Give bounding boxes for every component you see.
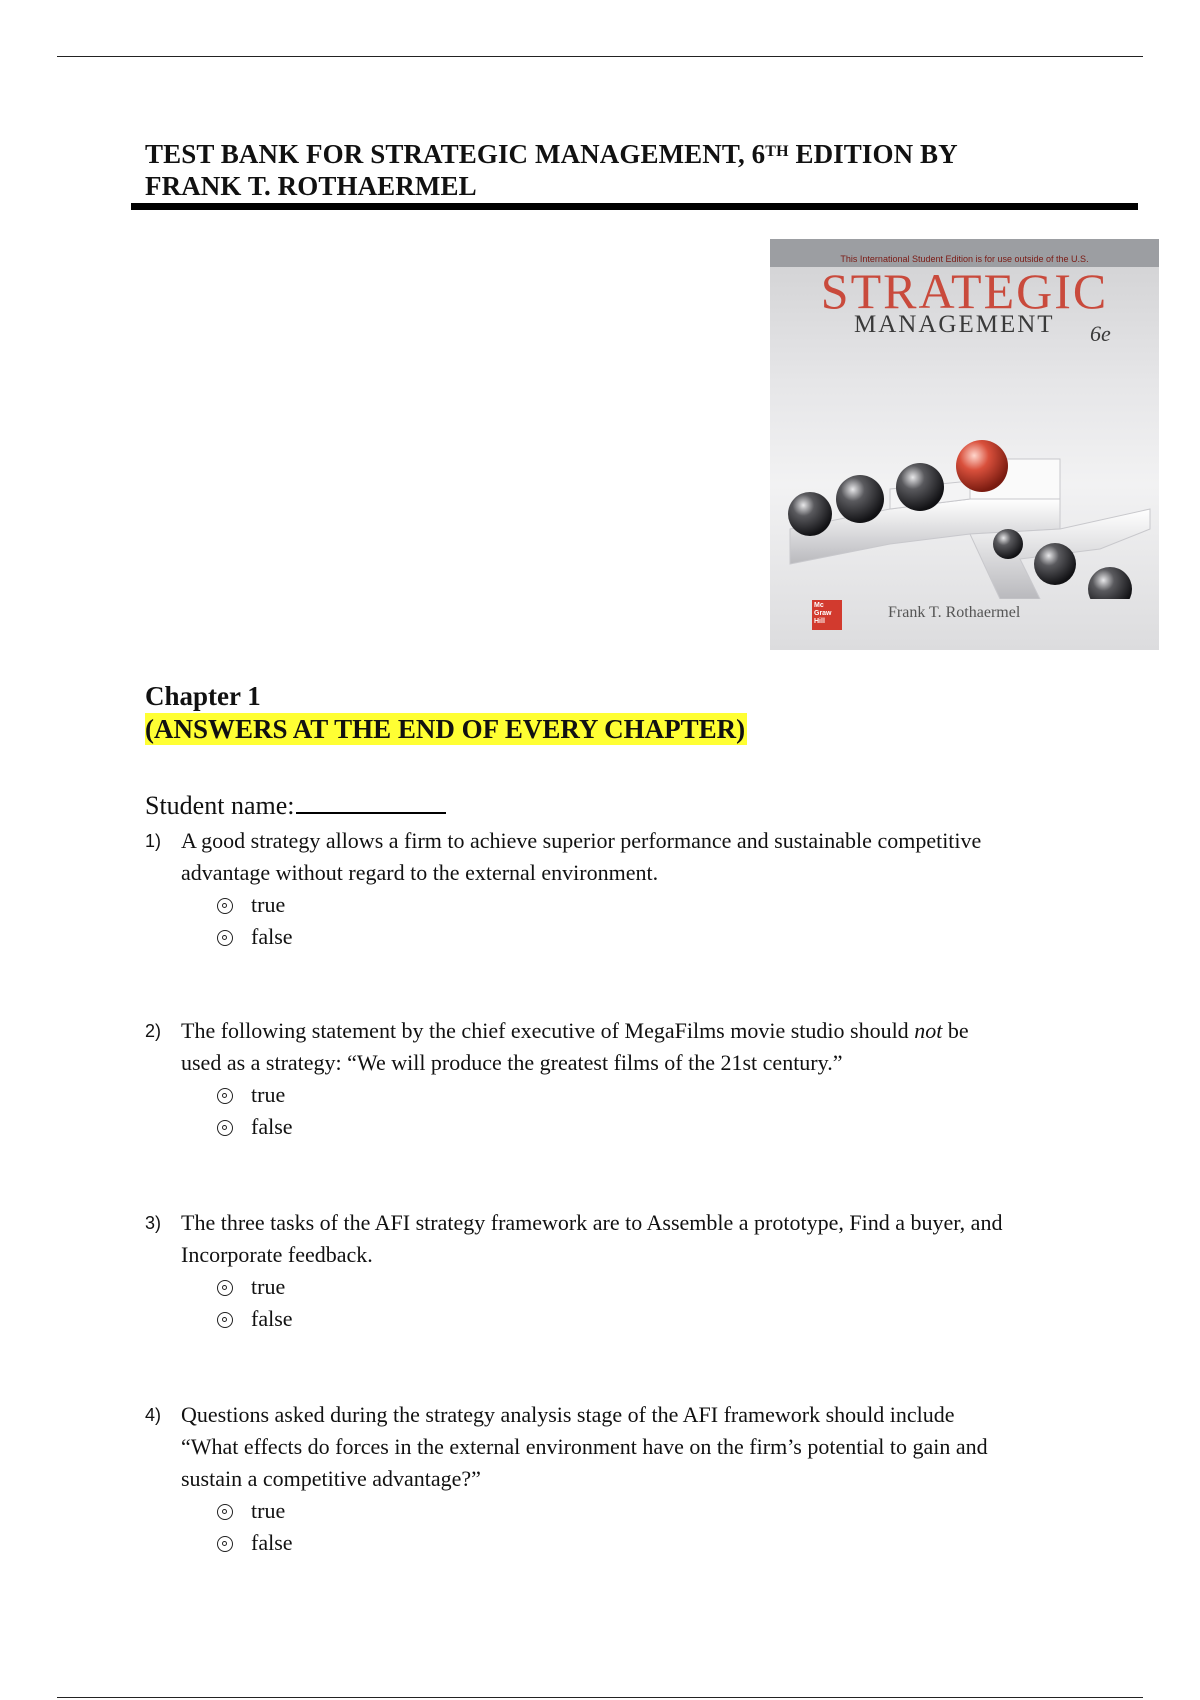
question-text [181,1207,1105,1271]
document-title [145,138,1105,202]
option-false[interactable] [217,921,1105,953]
student-name-label: Student name: [145,791,295,820]
cover-author: Frank T. Rothaermel [888,604,1021,621]
radio-option-icon[interactable] [217,1504,233,1520]
question-text-part: be [942,1018,969,1043]
radio-option-icon[interactable] [217,930,233,946]
cover-edition: 6e [1090,321,1111,346]
cover-title: STRATEGIC [820,263,1109,319]
cover-banner: This International Student Edition is for use outside of the U.S. [770,239,1159,267]
option-true[interactable] [217,889,1105,921]
question-text-line: The three tasks of the AFI strategy framework are to Assemble a prototype, Find a buyer, and [181,1210,1003,1235]
cover-subtitle: MANAGEMENT [854,311,1055,338]
question-text-line: used as a strategy: “We will produce the greatest films of the 21st century.” [181,1050,843,1075]
publisher-logo: Mc Graw Hill [812,600,842,630]
book-cover-image [770,239,1159,650]
question-text-line: Incorporate feedback. [181,1242,373,1267]
option-label: false [251,1114,293,1139]
bottom-rule [57,1697,1143,1698]
top-rule [57,56,1143,57]
question-text-line: advantage without regard to the external environment. [181,860,659,885]
question-text-line: “What effects do forces in the external environment have on the firm’s potential to gain and [181,1434,988,1459]
title-superscript: TH [765,143,789,160]
option-label: true [251,1082,286,1107]
chapter-heading: Chapter 1 [145,681,261,711]
title-suffix: EDITION BY [788,139,958,169]
staircase-spheres-art [770,359,1159,599]
option-false[interactable] [217,1303,1105,1335]
option-label: true [251,1274,286,1299]
option-true[interactable] [217,1495,1105,1527]
question-text-line [181,1015,1105,1047]
option-label: false [251,1530,293,1555]
question-number: 3) [145,1213,162,1233]
question-2 [145,1015,1105,1143]
option-true[interactable] [217,1271,1105,1303]
radio-option-icon[interactable] [217,1120,233,1136]
option-true[interactable] [217,1079,1105,1111]
radio-option-icon[interactable] [217,898,233,914]
option-label: false [251,924,293,949]
question-emphasis: not [914,1018,943,1043]
radio-option-icon[interactable] [217,1280,233,1296]
title-underline [131,203,1138,210]
radio-option-icon[interactable] [217,1312,233,1328]
question-number: 1) [145,831,162,851]
question-text-line: sustain a competitive advantage?” [181,1466,481,1491]
student-name-blank [296,790,446,814]
question-text-line: A good strategy allows a firm to achieve superior performance and sustainable competitive [181,828,982,853]
question-number: 2) [145,1021,162,1041]
option-label: true [251,1498,286,1523]
option-false[interactable] [217,1111,1105,1143]
radio-option-icon[interactable] [217,1088,233,1104]
answers-note-highlight: (ANSWERS AT THE END OF EVERY CHAPTER) [145,714,746,744]
radio-option-icon[interactable] [217,1536,233,1552]
question-number: 4) [145,1405,162,1425]
student-name-field [145,790,446,822]
question-text-line: Questions asked during the strategy analysis stage of the AFI framework should include [181,1402,955,1427]
question-text [181,825,1105,889]
question-3 [145,1207,1105,1335]
question-text [181,1399,1105,1495]
option-false[interactable] [217,1527,1105,1559]
question-text-part: The following statement by the chief executive of MegaFilms movie studio should [181,1018,915,1043]
title-prefix: TEST BANK FOR STRATEGIC MANAGEMENT, 6 [145,139,766,169]
option-label: true [251,892,286,917]
option-label: false [251,1306,293,1331]
question-4 [145,1399,1105,1559]
question-1 [145,825,1105,953]
question-text [181,1015,1105,1079]
title-line-2: FRANK T. ROTHAERMEL [145,171,477,201]
